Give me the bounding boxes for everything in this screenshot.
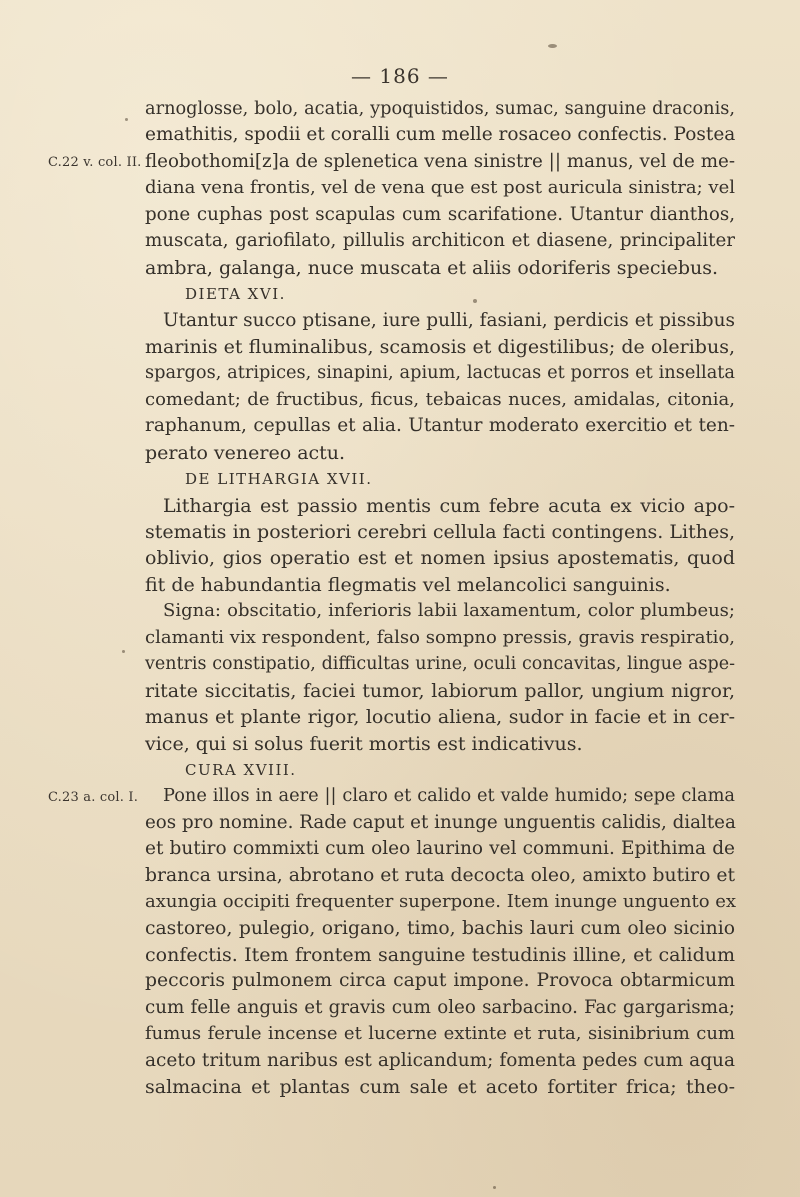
text-line: ritate siccitatis, faciei tumor, labiorum pallor, ungium nigror,: [145, 679, 735, 702]
section-heading: DIETA XVI.: [185, 285, 286, 304]
section-heading: CURA XVIII.: [185, 760, 297, 779]
paper-speck: [125, 118, 128, 121]
text-line: eos pro nomine. Rade caput et inunge unguentis calidis, dialtea: [145, 811, 736, 833]
text-line: Pone illos in aere || claro et calido et valde humido; sepe clama: [163, 786, 735, 807]
text-line: ambra, galanga, nuce muscata et aliis odoriferis speciebus.: [145, 256, 719, 279]
margin-note: C.22 v. col. II.: [48, 154, 142, 170]
text-line: Utantur succo ptisane, iure pulli, fasiani, perdicis et pissibus: [163, 309, 735, 331]
text-line: cum felle anguis et gravis cum oleo sarbacino. Fac gargarisma;: [145, 996, 735, 1018]
text-line: clamanti vix respondent, falso sompno pressis, gravis respiratio,: [145, 626, 735, 648]
text-line: Signa: obscitatio, inferioris labii laxamentum, color plumbeus;: [163, 600, 735, 622]
text-line: manus et plante rigor, locutio aliena, sudor in facie et in cer-: [145, 706, 735, 729]
text-line: oblivio, gios operatio est et nomen ipsius apostematis, quod: [145, 547, 735, 570]
text-line: ventris constipatio, difficultas urine, oculi concavitas, lingue aspe-: [145, 654, 735, 675]
text-line: castoreo, pulegio, origano, timo, bachis lauri cum oleo sicinio: [145, 917, 735, 939]
paper-speck: [548, 44, 557, 48]
text-line: arnoglosse, bolo, acatia, ypoquistidos, sumac, sanguine draconis,: [145, 99, 735, 119]
text-line: perato venereo actu.: [145, 441, 346, 464]
paper-speck: [473, 299, 477, 303]
paper-speck: [122, 650, 125, 653]
text-line: pone cuphas post scapulas cum scarifatione. Utantur dianthos,: [145, 203, 735, 225]
text-line: raphanum, cepullas et alia. Utantur moderato exercitio et ten-: [145, 415, 735, 437]
text-line: vice, qui si solus fuerit mortis est indicativus.: [145, 732, 583, 755]
text-line: stematis in posteriori cerebri cellula facti contingens. Lithes,: [145, 521, 735, 543]
paper-speck: [493, 1186, 496, 1189]
text-line: diana vena frontis, vel de vena que est post auricula sinistra; vel: [145, 177, 735, 199]
text-line: muscata, gariofilato, pillulis architicon et diasene, principaliter: [145, 230, 735, 252]
text-line: peccoris pulmonem circa caput impone. Provoca obtarmicum: [145, 970, 735, 992]
body-text: [145, 96, 735, 1101]
text-line: axungia occipiti frequenter superpone. Item inunge unguento ex: [145, 891, 737, 913]
section-heading: DE LITHARGIA XVII.: [185, 470, 373, 489]
text-line: spargos, atripices, sinapini, apium, lactucas et porros et insellata: [145, 363, 735, 384]
text-line: emathitis, spodii et coralli cum melle rosaceo confectis. Postea: [145, 124, 736, 146]
text-line: fit de habundantia flegmatis vel melancolici sanguinis.: [145, 573, 671, 596]
text-line: aceto tritum naribus est aplicandum; fomenta pedes cum aqua: [145, 1049, 735, 1071]
margin-note: C.23 a. col. I.: [48, 789, 139, 805]
page-number: — 186 —: [351, 64, 449, 88]
text-line: fleobothomi[z]a de splenetica vena sinistre || manus, vel de me-: [145, 150, 735, 172]
text-line: branca ursina, abrotano et ruta decocta oleo, amixto butiro et: [145, 864, 735, 886]
text-line: marinis et fluminalibus, scamosis et digestilibus; de oleribus,: [145, 335, 735, 358]
text-line: salmacina et plantas cum sale et aceto fortiter frica; theo-: [145, 1076, 735, 1099]
text-line: Lithargia est passio mentis cum febre acuta ex vicio apo-: [163, 494, 735, 517]
text-line: et butiro commixti cum oleo laurino vel communi. Epithima de: [145, 838, 735, 860]
text-line: fumus ferule incense et lucerne extinte et ruta, sisinibrium cum: [145, 1023, 735, 1045]
text-line: comedant; de fructibus, ficus, tebaicas nuces, amidalas, citonia,: [145, 388, 735, 410]
text-line: confectis. Item frontem sanguine testudinis illine, et calidum: [145, 944, 735, 966]
